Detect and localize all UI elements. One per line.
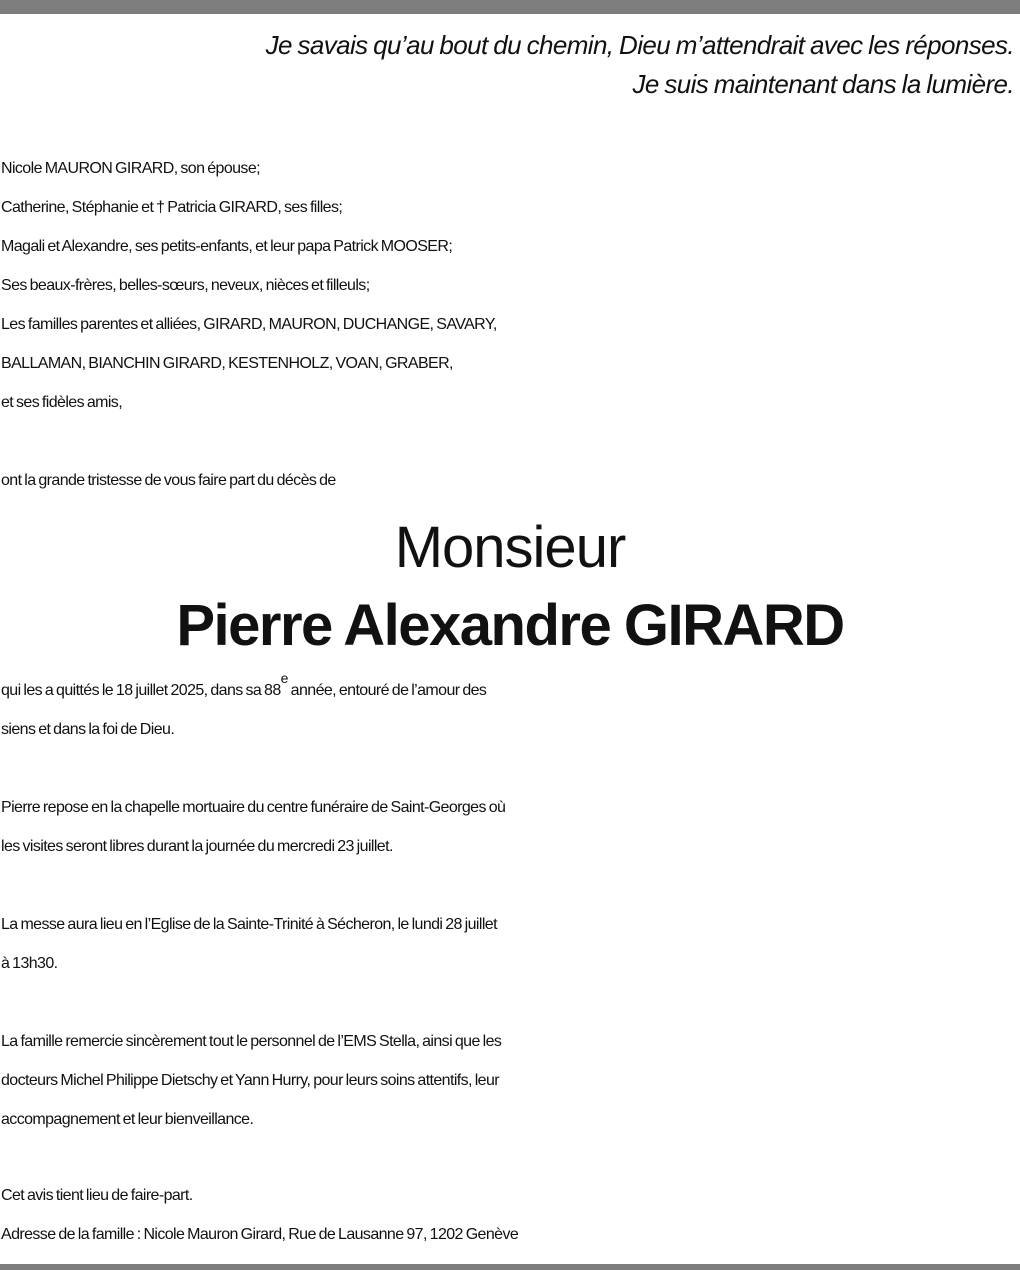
deceased-honorific: Monsieur [394,515,626,580]
thanks-paragraph [1,1022,1020,1139]
bottom-rule [0,1264,1020,1270]
family-line: Catherine, Stéphanie et † Patricia GIRARD, ses filles; [1,199,343,216]
mass-line: à 13h30. [1,955,58,972]
visitation-line: les visites seront libres durant la journée du mercredi 23 juillet. [1,838,393,855]
announcement [1,461,1020,500]
death-notice-line [1,671,1020,710]
epigraph-line: Je suis maintenant dans la lumière. [632,69,1014,99]
family-line: Nicole MAURON GIRARD, son épouse; [1,160,260,177]
death-notice-text: année, entouré de l’amour des [287,682,487,699]
visitation-line: Pierre repose en la chapelle mortuaire du centre funéraire de Saint-Georges où [1,799,506,816]
family-line: Les familles parentes et alliées, GIRARD, MAURON, DUCHANGE, SAVARY, [1,316,497,333]
family-line: et ses fidèles amis, [1,394,123,411]
thanks-line: La famille remercie sincèrement tout le personnel de l’EMS Stella, ainsi que les [1,1033,502,1050]
death-notice [1,671,1020,749]
thanks-line: docteurs Michel Philippe Dietschy et Yann Hurry, pour leurs soins attentifs, leur [1,1072,499,1089]
ordinal-suffix: e [280,670,288,686]
epigraph [266,26,1014,104]
deceased-name: Pierre Alexandre GIRARD [176,593,844,658]
announcement-text: ont la grande tristesse de vous faire part du décès de [1,472,336,489]
epigraph-line: Je savais qu’au bout du chemin, Dieu m’attendrait avec les réponses. [265,30,1014,60]
thanks-line: accompagnement et leur bienveillance. [1,1111,254,1128]
death-notice-text: qui les a quittés le 18 juillet 2025, dans sa 88 [1,682,281,699]
closing-line: Cet avis tient lieu de faire-part. [1,1187,193,1204]
visitation-paragraph [1,788,1020,866]
death-notice-line: siens et dans la foi de Dieu. [1,721,175,738]
family-address: Adresse de la famille : Nicole Mauron Girard, Rue de Lausanne 97, 1202 Genève [1,1226,519,1243]
top-rule [0,0,1020,14]
family-line: Magali et Alexandre, ses petits-enfants, et leur papa Patrick MOOSER; [1,238,453,255]
mass-line: La messe aura lieu en l’Eglise de la Sainte-Trinité à Sécheron, le lundi 28 juillet [1,916,497,933]
mass-paragraph [1,905,1020,983]
closing-paragraph [1,1176,1020,1254]
family-line: Ses beaux-frères, belles-sœurs, neveux, nièces et filleuls; [1,277,370,294]
family-line: BALLAMAN, BIANCHIN GIRARD, KESTENHOLZ, VOAN, GRABER, [1,355,453,372]
family-list [1,149,1020,422]
